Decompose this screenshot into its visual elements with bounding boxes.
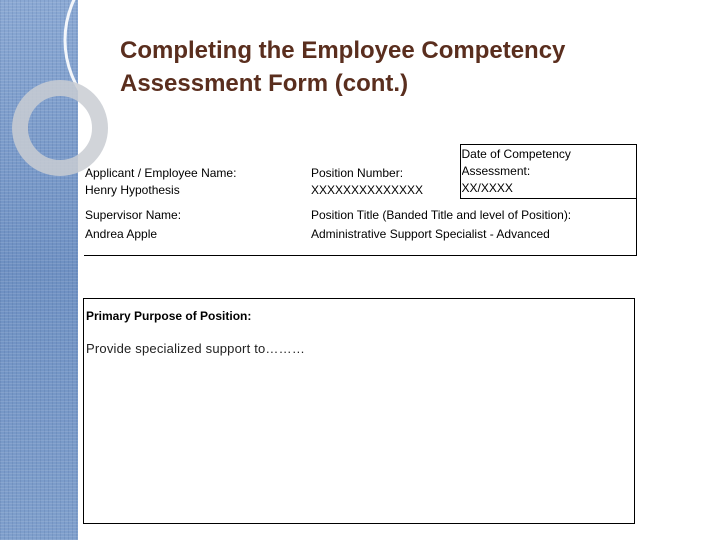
applicant-value: Henry Hypothesis: [85, 182, 180, 197]
position-number-label: Position Number:: [311, 165, 404, 180]
primary-purpose-box: [83, 298, 635, 524]
assessment-date-label-line-1: Date of Competency: [461, 147, 571, 161]
assessment-date-cell: [460, 145, 636, 199]
assessment-date-value: XX/XXXX: [461, 181, 513, 195]
page-title: [120, 34, 680, 100]
primary-purpose-label: Primary Purpose of Position:: [86, 309, 252, 323]
title-line-2: Assessment Form (cont.): [120, 70, 409, 97]
position-number-value: XXXXXXXXXXXXXX: [311, 182, 424, 197]
supervisor-label: Supervisor Name:: [85, 207, 182, 222]
position-title-value: Administrative Support Specialist - Advanced: [311, 227, 550, 241]
title-line-1: Completing the Employee Competency: [120, 37, 566, 64]
primary-purpose-text: Provide specialized support to………: [86, 341, 306, 356]
supervisor-cell: [84, 199, 310, 256]
supervisor-value: Andrea Apple: [85, 226, 158, 241]
position-title-cell: [310, 199, 636, 256]
info-row-1: [84, 145, 636, 199]
side-texture-strip: [0, 0, 78, 540]
info-row-2: [84, 199, 636, 256]
assessment-date-label-line-2: Assessment:: [461, 164, 531, 178]
employee-info-table: [84, 144, 637, 256]
applicant-cell: [84, 145, 310, 199]
applicant-label: Applicant / Employee Name:: [85, 165, 237, 180]
position-title-label: Position Title (Banded Title and level of Position):: [311, 208, 572, 222]
position-number-cell: [310, 145, 460, 199]
